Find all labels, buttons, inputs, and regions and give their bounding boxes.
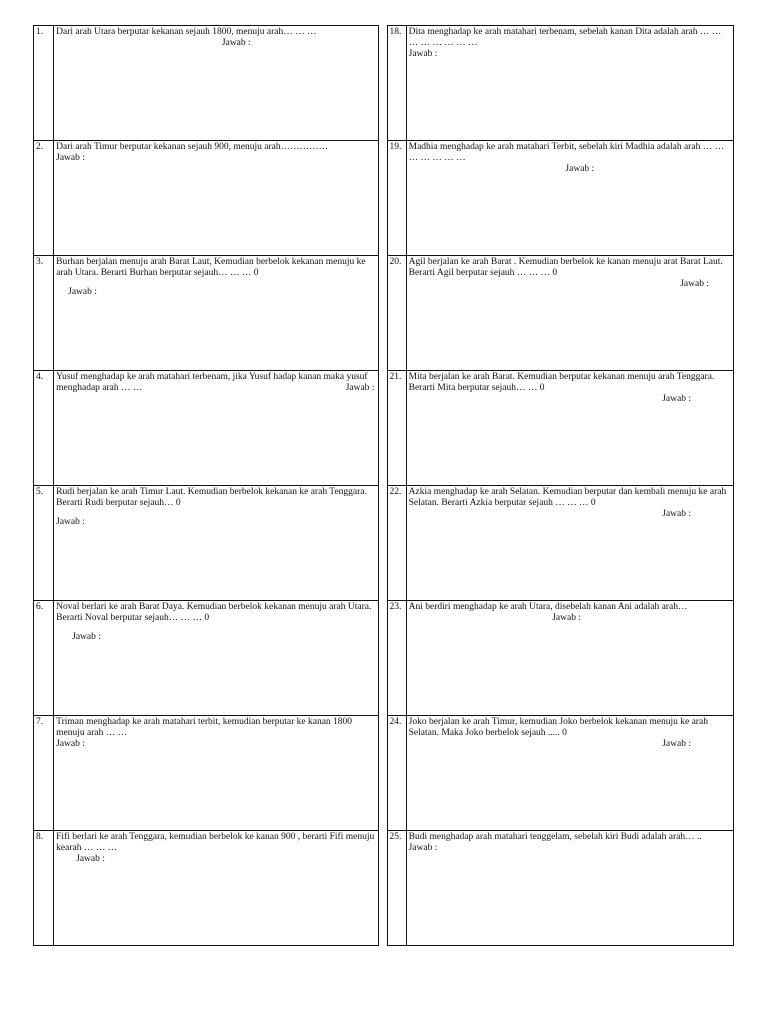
question-cell (406, 486, 733, 601)
column-gap (379, 831, 387, 946)
answer-label: Jawab : (56, 739, 85, 749)
answer-label: Jawab : (408, 49, 438, 59)
question-text: Budi menghadap arah matahari tenggelam, sebelah kiri Budi adalah arah… .. (408, 832, 702, 842)
question-text: Mita berjalan ke arah Barat. Kemudian berputar kekanan menuju arah Tenggara. Berarti Mita berputar sejauh… … 0 (408, 372, 715, 393)
answer-label: Jawab : (565, 164, 595, 174)
question-cell (406, 601, 733, 716)
table-row (34, 486, 734, 601)
question-text: Fifi berlari ke arah Tenggara, kemudian berbelok ke kanan 900 , berarti Fifi menuju kearah … … … (56, 832, 375, 853)
answer-label: Jawab : (56, 153, 85, 163)
question-cell (54, 141, 379, 256)
question-number: 5. (34, 486, 54, 601)
question-text: Triman menghadap ke arah matahari terbit, kemudian berputar ke kanan 1800 menuju arah … … (56, 717, 353, 738)
question-number: 24. (387, 716, 406, 831)
column-gap (379, 141, 387, 256)
table-row (34, 141, 734, 256)
question-cell (406, 256, 733, 371)
question-number: 3. (34, 256, 54, 371)
question-number: 20. (387, 256, 406, 371)
question-number: 7. (34, 716, 54, 831)
question-number: 25. (387, 831, 406, 946)
table-row (34, 371, 734, 486)
question-text: Rudi berjalan ke arah Timur Laut. Kemudian berbelok kekanan ke arah Tenggara. Berarti Rudi berputar sejauh… 0 (56, 487, 367, 508)
table-row (34, 716, 734, 831)
question-table (33, 25, 734, 946)
column-gap (379, 716, 387, 831)
answer-label: Jawab : (221, 38, 251, 48)
question-text: Dari arah Utara berputar kekanan sejauh 1800, menuju arah… … … (56, 27, 317, 37)
question-cell (406, 26, 733, 141)
question-number: 4. (34, 371, 54, 486)
table-row (34, 831, 734, 946)
question-number: 1. (34, 26, 54, 141)
question-text: Yusuf menghadap ke arah matahari terbenam, jika Yusuf hadap kanan maka yusuf menghadap arah … … (56, 372, 368, 393)
answer-label: Jawab : (68, 287, 97, 297)
question-number: 18. (387, 26, 406, 141)
question-text: Ani berdiri menghadap ke arah Utara, disebelah kanan Ani adalah arah… (408, 602, 688, 612)
answer-label: Jawab : (662, 394, 691, 404)
question-number: 22. (387, 486, 406, 601)
question-number: 8. (34, 831, 54, 946)
column-gap (379, 601, 387, 716)
answer-label: Jawab : (345, 383, 375, 393)
column-gap (379, 371, 387, 486)
question-cell (406, 141, 733, 256)
question-text: Dari arah Timur berputar kekanan sejauh 900, menuju arah…………… (56, 142, 329, 152)
question-cell (54, 716, 379, 831)
question-cell (406, 831, 733, 946)
answer-label: Jawab : (662, 739, 691, 749)
question-cell (54, 831, 379, 946)
question-number: 19. (387, 141, 406, 256)
answer-label: Jawab : (76, 854, 105, 864)
question-text: Dita menghadap ke arah matahari terbenam, sebelah kanan Dita adalah arah … … … … … … … … (408, 27, 722, 48)
column-gap (379, 26, 387, 141)
question-cell (54, 256, 379, 371)
answer-label: Jawab : (56, 517, 85, 527)
question-number: 2. (34, 141, 54, 256)
question-text: Burhan berjalan menuju arah Barat Laut, Kemudian berbelok kekanan menuju ke arah Utara. Berarti Burhan berputar sejauh… … … 0 (56, 257, 366, 278)
question-text: Agil berjalan ke arah Barat . Kemudian berbelok ke kanan menuju arat Barat Laut. Berarti Agil berputar sejauh … … … 0 (408, 257, 723, 278)
answer-label: Jawab : (552, 613, 581, 623)
question-cell (54, 486, 379, 601)
question-cell (406, 716, 733, 831)
table-row (34, 256, 734, 371)
question-cell (406, 371, 733, 486)
question-number: 6. (34, 601, 54, 716)
answer-label: Jawab : (72, 632, 101, 642)
question-text: Noval berlari ke arah Barat Daya. Kemudian berbelok kekanan menuju arah Utara. Berarti Noval berputar sejauh… … … 0 (56, 602, 372, 623)
column-gap (379, 256, 387, 371)
table-row (34, 26, 734, 141)
question-text: Azkia menghadap ke arah Selatan. Kemudian berputar dan kembali menuju ke arah Selatan. Berarti Azkia berputar sejauh … … … 0 (408, 487, 727, 508)
worksheet (33, 25, 734, 957)
answer-label: Jawab : (408, 843, 438, 853)
answer-label: Jawab : (662, 509, 691, 519)
question-cell (54, 26, 379, 141)
question-text: Madhia menghadap ke arah matahari Terbit, sebelah kiri Madhia adalah arah … … … … … … … (408, 142, 725, 163)
question-text: Joko berjalan ke arah Timur, kemudian Joko berbelok kekanan menuju ke arah Selatan. Maka Joko berbelok sejauh ..... 0 (408, 717, 708, 738)
answer-label: Jawab : (680, 279, 709, 289)
question-number: 23. (387, 601, 406, 716)
column-gap (379, 486, 387, 601)
table-row (34, 601, 734, 716)
question-cell (54, 601, 379, 716)
question-number: 21. (387, 371, 406, 486)
question-cell (54, 371, 379, 486)
